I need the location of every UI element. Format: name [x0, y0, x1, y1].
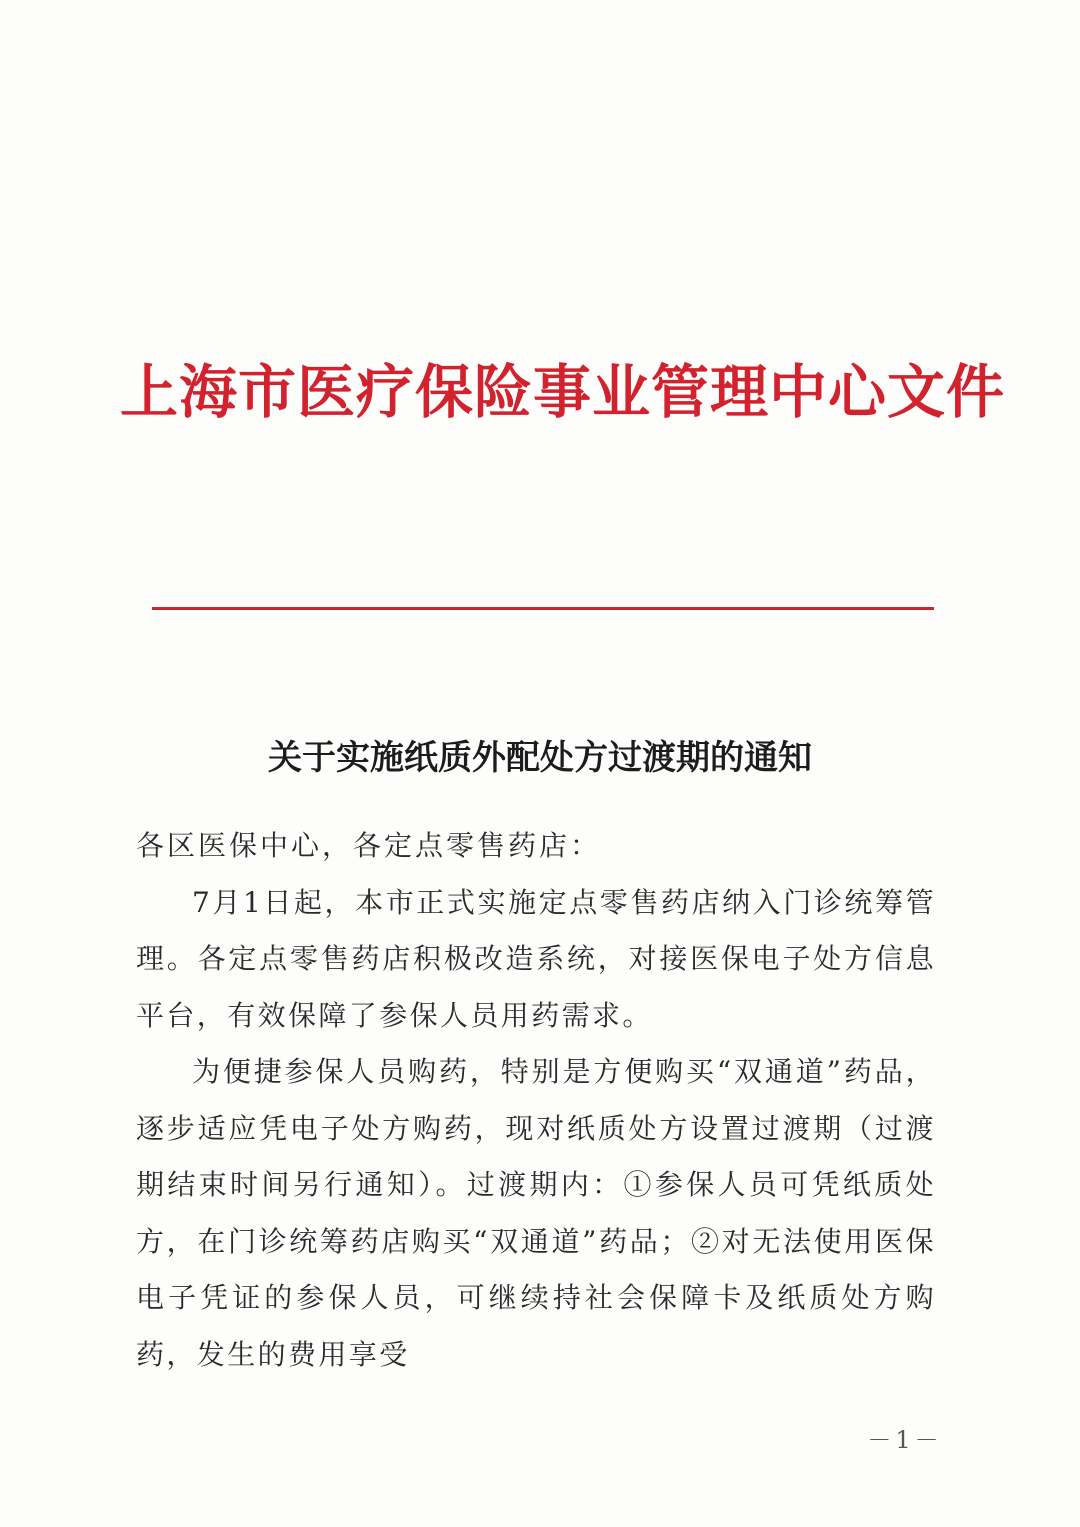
page-number: －1－ [867, 1426, 943, 1454]
paragraph-1: 7月1日起，本市正式实施定点零售药店纳入门诊统筹管理。各定点零售药店积极改造系统，对接医保电子处方信息平台，有效保障了参保人员用药需求。 [136, 885, 936, 1032]
masthead-divider [152, 607, 934, 610]
masthead-title: 上海市医疗保险事业管理中心文件 [120, 358, 1006, 426]
salutation: 各区医保中心，各定点零售药店： [136, 829, 602, 862]
paragraph-2: 为便捷参保人员购药，特别是方便购买“双通道”药品，逐步适应凭电子处方购药，现对纸质处方设置过渡期（过渡期结束时间另行通知）。过渡期内：①参保人员可凭纸质处方，在门诊统筹药店购买“双通道”药品；②对无法使用医保电子凭证的参保人员，可继续持社会保障卡及纸质处方购药，发生的费用享受 [136, 1055, 936, 1371]
document-title: 关于实施纸质外配处方过渡期的通知 [268, 738, 812, 778]
document-body [136, 818, 936, 1383]
